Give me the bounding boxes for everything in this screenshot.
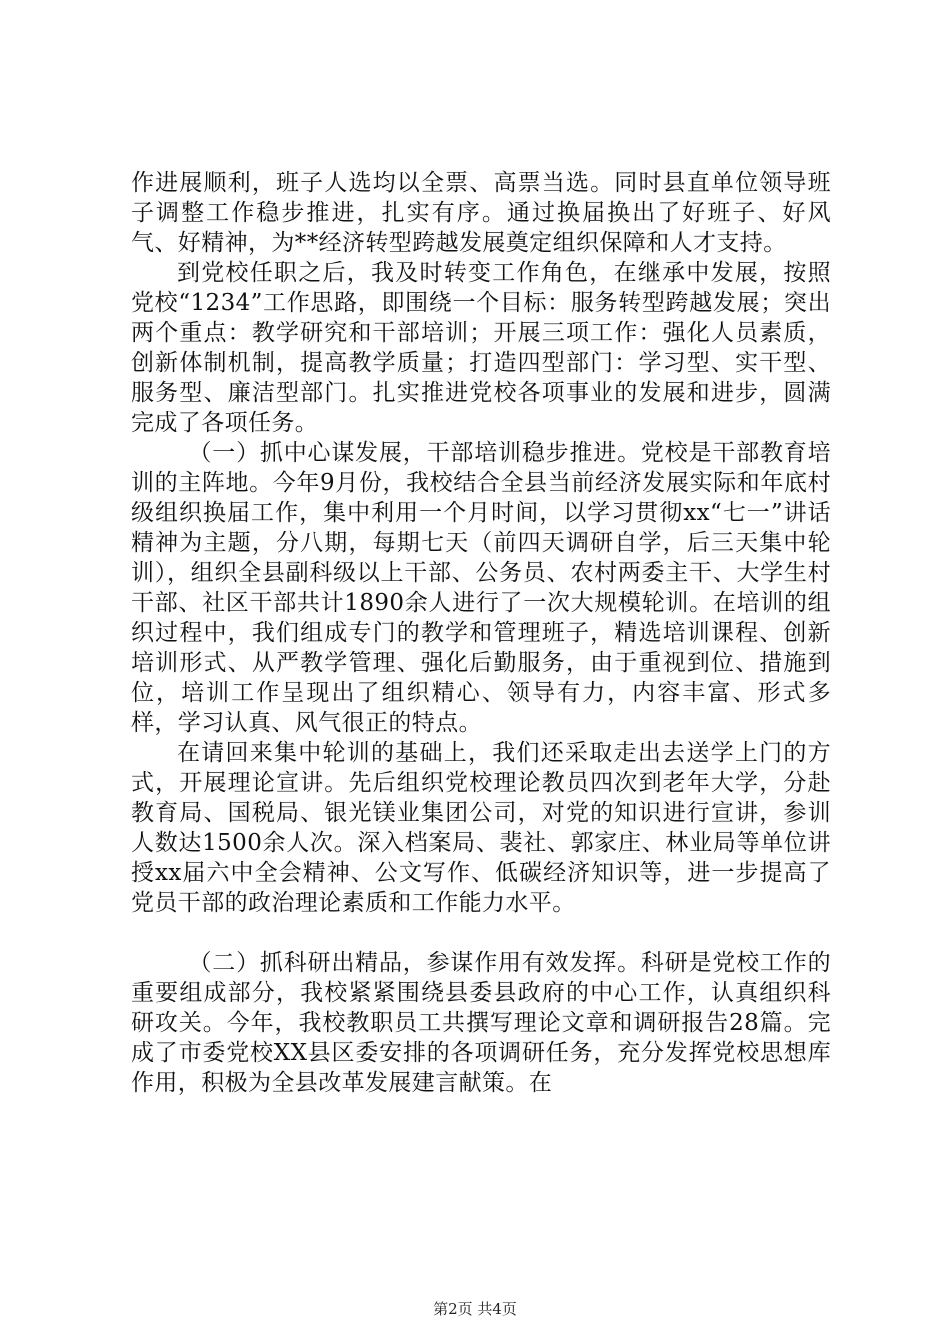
paragraph-work-thinking: 到党校任职之后，我及时转变工作角色，在继承中发展，按照党校“1234”工作思路，即围绕一个目标：服务转型跨越发展；突出两个重点：教学研究和干部培训；开展三项工作：强化人员素质，创新体制机制，提高教学质量；打造四型部门：学习型、实干型、服务型、廉洁型部门。扎实推进党校各项事业的发展和进步，圆满完成了各项任务。 [131, 260, 831, 436]
paragraph-research: （二）抓科研出精品，参谋作用有效发挥。科研是党校工作的重要组成部分，我校紧紧围绕县委县政府的中心工作，认真组织科研攻关。今年，我校教职员工共撰写理论文章和调研报告28篇。完成了市委党校XX县区委安排的各项调研任务，充分发挥党校思想库作用，积极为全县改革发展建言献策。在 [131, 950, 831, 1096]
paragraph-theory-lectures: 在请回来集中轮训的基础上，我们还采取走出去送学上门的方式，开展理论宣讲。先后组织党校理论教员四次到老年大学，分赴教育局、国税局、银光镁业集团公司，对党的知识进行宣讲，参训人数达1500余人次。深入档案局、裴社、郭家庄、林业局等单位讲授xx届六中全会精神、公文写作、低碳经济知识等，进一步提高了党员干部的政治理论素质和工作能力水平。 [131, 740, 831, 916]
paragraph-continuation: 作进展顺利，班子人选均以全票、高票当选。同时县直单位领导班子调整工作稳步推进，扎实有序。通过换届换出了好班子、好风气、好精神，为**经济转型跨越发展奠定组织保障和人才支持。 [131, 170, 831, 256]
document-body [131, 168, 831, 1098]
paragraph-cadre-training: （一）抓中心谋发展，干部培训稳步推进。党校是干部教育培训的主阵地。今年9月份，我校结合全县当前经济发展实际和年底村级组织换届工作，集中利用一个月时间，以学习贯彻xx“七一”讲话精神为主题，分八期，每期七天（前四天调研自学，后三天集中轮训），组织全县副科级以上干部、公务员、农村两委主干、大学生村干部、社区干部共计1890余人进行了一次大规模轮训。在培训的组织过程中，我们组成专门的教学和管理班子，精选培训课程、创新培训形式、从严教学管理、强化后勤服务，由于重视到位、措施到位，培训工作呈现出了组织精心、领导有力，内容丰富、形式多样，学习认真、风气很正的特点。 [131, 440, 831, 736]
page-footer: 第2页 共4页 [433, 1300, 517, 1318]
